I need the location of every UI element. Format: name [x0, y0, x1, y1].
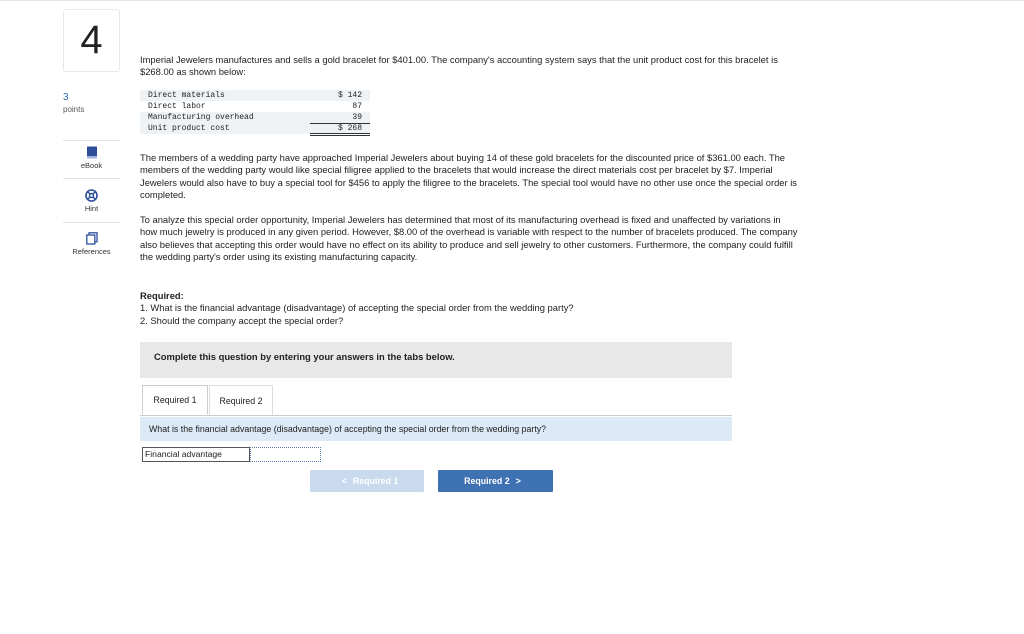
chevron-right-icon: > [515, 476, 521, 486]
question-number-box [63, 9, 120, 72]
cost-label: Unit product cost [140, 123, 310, 134]
next-required-2-button[interactable] [438, 470, 553, 492]
question-prompt: What is the financial advantage (disadvantage) of accepting the special order from the wedding party? [140, 417, 732, 441]
cost-label: Manufacturing overhead [140, 112, 310, 123]
points-label: points [63, 105, 85, 114]
ebook-button[interactable] [63, 146, 120, 170]
table-row [140, 112, 370, 123]
tool-divider [63, 222, 120, 223]
tab-required-2[interactable]: Required 2 [209, 385, 273, 415]
instruction-banner: Complete this question by entering your answers in the tabs below. [140, 342, 732, 378]
top-divider [0, 0, 1024, 1]
hint-label: Hint [84, 204, 99, 213]
ebook-icon [86, 146, 98, 159]
problem-intro: Imperial Jewelers manufactures and sells a gold bracelet for $401.00. The company's accounting system says that the unit product cost for this bracelet is $268.00 as shown below: [140, 54, 778, 78]
prev-button-label: Required 1 [352, 476, 399, 486]
required-item: 1. What is the financial advantage (disadvantage) of accepting the special order from the wedding party? [140, 302, 574, 313]
tool-divider [63, 140, 120, 141]
required-item: 2. Should the company accept the special order? [140, 315, 344, 326]
cost-label: Direct materials [140, 90, 310, 101]
references-button[interactable] [63, 232, 120, 256]
required-heading: Required: [140, 290, 184, 301]
prev-required-1-button[interactable] [310, 470, 424, 492]
problem-paragraph: To analyze this special order opportunity, Imperial Jewelers has determined that most of its manufacturing overhead is fixed and unaffected by variations in how much jewelry is produced in any given period. However, $8.00 of the overhead is variable with respect to the number of bracelets produced. The company also believes that accepting this order would have no effect on its ability to produce and sell jewelry to other customers. Furthermore, the company could fulfill the wedding party's order using its existing manufacturing capacity. [140, 214, 798, 263]
tool-divider [63, 178, 120, 179]
next-button-label: Required 2 [464, 476, 510, 486]
cost-label: Direct labor [140, 101, 310, 112]
table-row [140, 90, 370, 101]
hint-icon [85, 189, 98, 202]
references-label: References [72, 247, 111, 256]
references-icon [86, 232, 98, 245]
question-number: 4 [80, 18, 103, 62]
table-row [140, 123, 370, 134]
cost-amount: 87 [310, 101, 370, 112]
points-value: 3 [63, 92, 69, 103]
problem-paragraph: The members of a wedding party have approached Imperial Jewelers about buying 14 of these gold bracelets for the discounted price of $361.00 each. The members of the wedding party would like special filigree applied to the bracelets that would increase the direct materials cost per bracelet by $7. Imperial Jewelers would also have to buy a special tool for $456 to apply the filigree to the bracelets. The special tool would have no other use once the special order is completed. [140, 152, 797, 201]
hint-button[interactable] [63, 189, 120, 213]
cost-table [140, 90, 370, 136]
ebook-label: eBook [80, 161, 103, 170]
financial-advantage-input[interactable] [250, 447, 321, 462]
tab-divider [140, 415, 732, 416]
cost-amount: 39 [310, 112, 370, 123]
chevron-left-icon: < [341, 476, 347, 486]
answer-row-label: Financial advantage [142, 447, 250, 462]
tab-required-1[interactable]: Required 1 [142, 385, 208, 415]
table-row [140, 101, 370, 112]
cost-amount: $ 268 [310, 123, 370, 134]
cost-amount: $ 142 [310, 90, 370, 101]
